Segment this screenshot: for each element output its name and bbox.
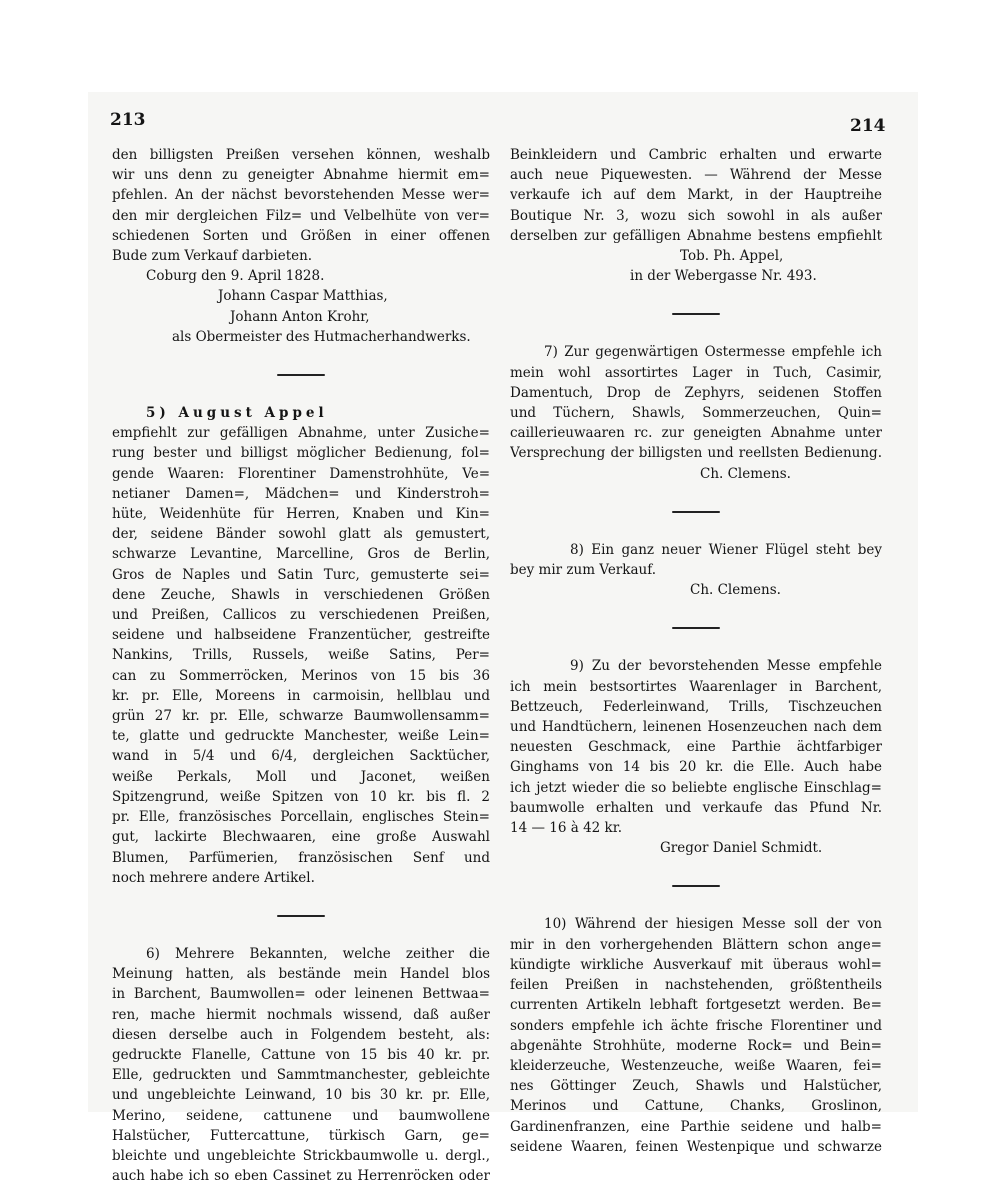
text-line: schiedenen Sorten und Größen in einer offenen — [112, 227, 490, 244]
text-line: der, seidene Bänder sowohl glatt als gemustert, — [112, 526, 490, 543]
text-line: und Tüchern, Shawls, Sommerzeuchen, Quin= — [510, 405, 882, 422]
text-line: Elle, gedruckten und Sammtmanchester, gebleichte — [112, 1067, 490, 1084]
text-line: weiße Perkals, Moll und Jaconet, weißen — [112, 768, 490, 785]
separator — [112, 347, 490, 403]
text-line: kr. pr. Elle, Moreens in carmoisin, hellblau und — [112, 687, 490, 704]
text-line: pr. Elle, französisches Porcellain, englisches Stein= — [112, 809, 490, 826]
signer-name: Gregor Daniel Schmidt. — [660, 840, 823, 857]
page-number-right: 214 — [850, 116, 886, 136]
text-line: Boutique Nr. 3, wozu sich sowohl in als außer — [510, 207, 882, 224]
text-line: Halstücher, Futtercattune, türkisch Garn, ge= — [112, 1127, 490, 1144]
text-line: ich jetzt wieder die so beliebte englische Einschlag= — [510, 779, 882, 796]
text-line: und Preißen, Callicos zu verschiedenen Preißen, — [112, 607, 490, 624]
text-line: Ginghams von 14 bis 20 kr. die Elle. Auch habe — [510, 759, 882, 776]
intro-paragraph — [112, 145, 490, 266]
text-line: gende Waaren: Florentiner Damenstrohhüte, Ve= — [112, 465, 490, 482]
separator — [510, 286, 882, 342]
text-line: seidene Waaren, feinen Westenpique und schwarze — [510, 1138, 882, 1155]
signer-name: Johann Anton Krohr, — [230, 308, 370, 325]
place-date: Coburg den 9. April 1828. — [146, 268, 325, 285]
text-line: Meinung hatten, als bestände mein Handel blos — [112, 966, 490, 983]
text-line: 9) Zu der bevorstehenden Messe empfehle — [570, 658, 882, 675]
advert-7 — [510, 342, 882, 483]
text-line: Spitzengrund, weiße Spitzen von 10 kr. bis fl. 2 — [112, 788, 490, 805]
text-line: den billigsten Preißen versehen können, weshalb — [112, 147, 490, 163]
text-line: Gros de Naples und Satin Turc, gemusterte sei= — [112, 566, 490, 583]
text-line: 7) Zur gegenwärtigen Ostermesse empfehle ich — [544, 344, 882, 361]
text-line: Nankins, Trills, Russels, weiße Satins, Per= — [112, 647, 490, 664]
text-line: mein wohl assortirtes Lager in Tuch, Casimir, — [510, 364, 882, 381]
signer-name: Johann Caspar Matthias, — [218, 288, 388, 305]
text-line: und Handtüchern, leinenen Hosenzeuchen nach dem — [510, 719, 882, 736]
page-number-left: 213 — [110, 110, 146, 130]
text-line: bleichte und ungebleichte Strickbaumwolle u. dergl., — [112, 1147, 490, 1164]
left-column — [112, 145, 490, 1186]
advert-6-continued — [510, 145, 882, 286]
text-line: ren, mache hiermit nochmals wissend, daß außer — [112, 1006, 490, 1023]
text-line: 6) Mehrere Bekannten, welche zeither die — [146, 945, 490, 962]
separator — [510, 858, 882, 914]
signer-address: in der Webergasse Nr. 493. — [630, 268, 817, 285]
text-line: wir uns denn zu geneigter Abnahme hiermit em= — [112, 167, 490, 184]
text-line: kleiderzeuche, Westenzeuche, weiße Waaren, fei= — [510, 1057, 882, 1074]
text-line: neuesten Geschmack, eine Parthie ächtfarbiger — [510, 739, 882, 756]
text-line: caillerieuwaaren rc. zur geneigten Abnahme unter — [510, 425, 882, 442]
text-line: pfehlen. An der nächst bevorstehenden Messe wer= — [112, 187, 490, 204]
text-line: baumwolle erhalten und verkaufe das Pfund Nr. — [510, 799, 882, 816]
right-column — [510, 145, 882, 1157]
text-line: kündigte wirkliche Ausverkauf mit überaus wohl= — [510, 956, 882, 973]
signer-name: Ch. Clemens. — [690, 582, 781, 599]
text-line: 14 — 16 à 42 kr. — [510, 820, 622, 837]
text-line: hüte, Weidenhüte für Herren, Knaben und Kin= — [112, 506, 490, 523]
text-line: seidene und halbseidene Franzentücher, gestreifte — [112, 627, 490, 644]
text-line: feilen Preißen in nachstehenden, größtentheils — [510, 977, 882, 994]
text-line: verkaufe ich auf dem Markt, in der Hauptreihe — [510, 187, 882, 204]
text-line: Beinkleidern und Cambric erhalten und erwarte — [510, 147, 882, 163]
text-line: in Barchent, Baumwollen= oder leinenen Bettwaa= — [112, 986, 490, 1003]
text-line: wand in 5/4 und 6/4, dergleichen Sacktücher, — [112, 748, 490, 765]
text-line: gut, lackirte Blechwaaren, eine große Auswahl — [112, 829, 490, 846]
text-line: Damentuch, Drop de Zephyrs, seidenen Stoffen — [510, 384, 882, 401]
advert-8 — [510, 540, 882, 601]
text-line: den mir dergleichen Filz= und Velbelhüte von ver= — [112, 207, 490, 224]
text-line: 10) Während der hiesigen Messe soll der von — [544, 916, 882, 933]
text-line: dene Zeuche, Shawls in verschiedenen Größen — [112, 586, 490, 603]
advert-5 — [112, 403, 490, 888]
signer-name: Tob. Ph. Appel, — [680, 248, 784, 265]
text-line: grün 27 kr. pr. Elle, schwarze Baumwollensamm= — [112, 708, 490, 725]
text-line: auch habe ich so eben Cassinet zu Herrenröcken oder — [112, 1168, 490, 1185]
signer-role: als Obermeister des Hutmacherhandwerks. — [172, 328, 471, 345]
text-line: Bettzeuch, Federleinwand, Trills, Tischzeuchen — [510, 698, 882, 715]
text-line: Merinos und Cattune, Chanks, Groslinon, — [510, 1098, 882, 1115]
text-line: abgenähte Strohhüte, moderne Rock= und Bein= — [510, 1037, 882, 1054]
text-line: Bude zum Verkauf darbieten. — [112, 248, 313, 265]
text-line: netianer Damen=, Mädchen= und Kinderstroh= — [112, 485, 490, 502]
text-line: auch neue Piquewesten. — Während der Messe — [510, 167, 882, 184]
text-line: noch mehrere andere Artikel. — [112, 869, 315, 886]
text-line: bey mir zum Verkauf. — [510, 562, 656, 579]
text-line: Merino, seidene, cattunene und baumwollene — [112, 1107, 490, 1124]
separator — [510, 484, 882, 540]
advert-heading: 5) August Appel — [146, 405, 328, 422]
text-line: diesen derselbe auch in Folgendem besteht, als: — [112, 1026, 490, 1043]
signer-name: Ch. Clemens. — [700, 465, 791, 482]
text-line: mir in den vorhergehenden Blättern schon ange= — [510, 936, 882, 953]
advert-9 — [510, 656, 882, 858]
text-line: rung bester und billigst möglicher Bedienung, fol= — [112, 445, 490, 462]
text-line: derselben zur gefälligen Abnahme bestens empfiehlt — [510, 227, 882, 244]
text-line: schwarze Levantine, Marcelline, Gros de Berlin, — [112, 546, 490, 563]
text-line: Blumen, Parfümerien, französischen Senf und — [112, 849, 490, 866]
text-line: nes Göttinger Zeuch, Shawls und Halstücher, — [510, 1078, 882, 1095]
text-line: empfiehlt zur gefälligen Abnahme, unter Zusiche= — [112, 425, 490, 442]
text-line: te, glatte und gedruckte Manchester, weiße Lein= — [112, 728, 490, 745]
separator — [510, 600, 882, 656]
separator — [112, 888, 490, 944]
text-line: Versprechung der billigsten und reellsten Bedienung. — [510, 445, 882, 462]
text-line: sonders empfehle ich ächte frische Florentiner und — [510, 1017, 882, 1034]
text-line: 8) Ein ganz neuer Wiener Flügel steht bey — [570, 541, 882, 558]
text-line: und ungebleichte Leinwand, 10 bis 30 kr. pr. Elle, — [112, 1087, 490, 1104]
text-line: Gardinenfranzen, eine Parthie seidene und halb= — [510, 1118, 882, 1135]
text-line: gedruckte Flanelle, Cattune von 15 bis 40 kr. pr. — [112, 1046, 490, 1063]
text-line: ich mein bestsortirtes Waarenlager in Barchent, — [510, 678, 882, 695]
advert-6 — [112, 944, 490, 1186]
text-line: currenten Artikeln lebhaft fortgesetzt werden. Be= — [510, 997, 882, 1014]
text-line: can zu Sommerröcken, Merinos von 15 bis 36 — [112, 667, 490, 684]
advert-10 — [510, 914, 882, 1156]
